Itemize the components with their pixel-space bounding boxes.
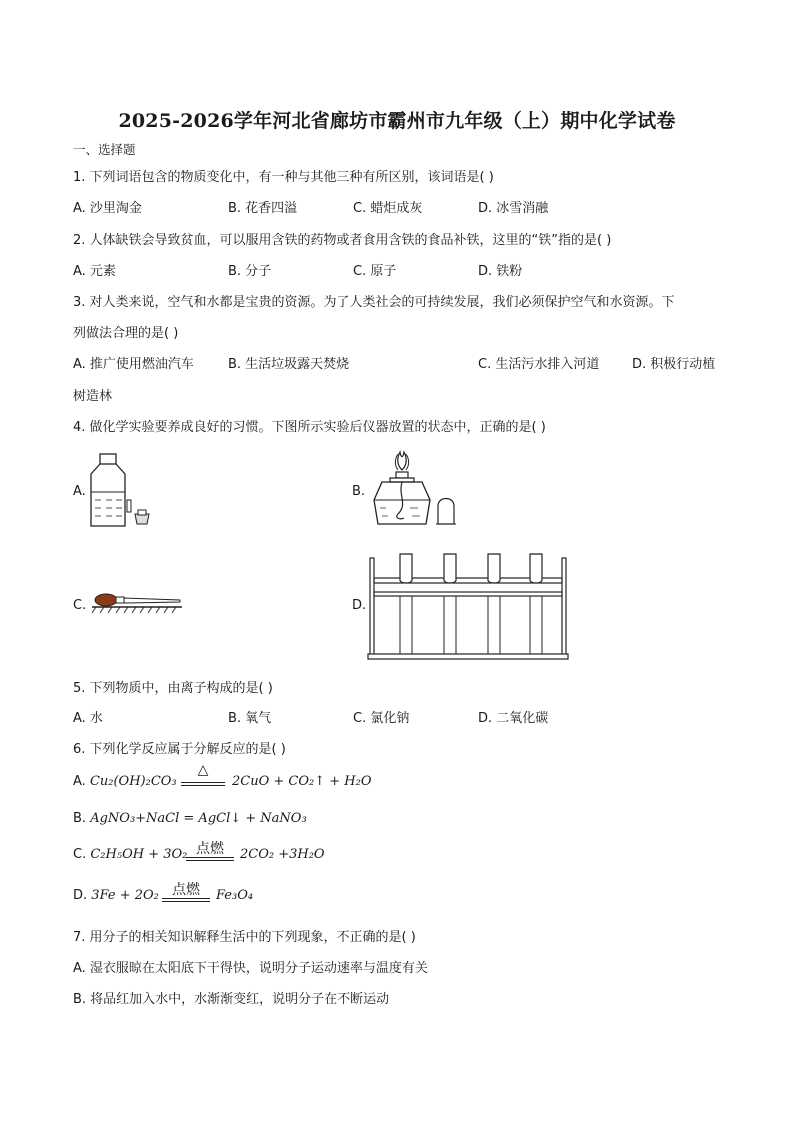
test-tube-rack-figure <box>368 550 573 662</box>
q6-option-d-condition <box>162 879 210 899</box>
q6-option-a-label: A. <box>73 774 86 789</box>
q6-option-a[interactable] <box>73 774 177 789</box>
q6-option-a-reactants: Cu₂(OH)₂CO₃ <box>89 774 177 789</box>
question-3-stem-line2: 列做法合理的是( ) <box>73 326 179 341</box>
q6-option-d-products: Fe₃O₄ <box>216 888 254 903</box>
q6-option-b-equation: AgNO₃+NaCl = AgCl↓ + NaNO₃ <box>90 811 307 826</box>
q6-option-c-condition <box>186 838 234 858</box>
ignite-label: 点燃 <box>196 841 224 857</box>
heat-symbol: △ <box>197 762 209 778</box>
q2-option-d[interactable]: D. 铁粉 <box>478 264 523 279</box>
q6-option-a-products: 2CuO + CO₂↑ + H₂O <box>232 774 372 789</box>
q1-option-b[interactable]: B. 花香四溢 <box>228 201 298 216</box>
q2-option-c[interactable]: C. 原子 <box>353 264 397 279</box>
question-1-stem: 1. 下列词语包含的物质变化中，有一种与其他三种有所区别，该词语是( ) <box>73 170 494 185</box>
q1-option-a[interactable]: A. 沙里淘金 <box>73 201 142 216</box>
q5-option-d[interactable]: D. 二氧化碳 <box>478 711 549 726</box>
q2-option-b[interactable]: B. 分子 <box>228 264 272 279</box>
q6-option-a-condition <box>181 762 225 778</box>
q6-option-c[interactable] <box>73 847 187 862</box>
ignite-label: 点燃 <box>172 882 200 898</box>
section-heading: 一、选择题 <box>73 142 136 157</box>
q3-option-c[interactable]: C. 生活污水排入河道 <box>478 357 600 372</box>
q3-option-d[interactable]: D. 积极行动植 <box>632 357 716 372</box>
q6-option-d[interactable] <box>73 888 159 903</box>
page-title: 2025-2026学年河北省廊坊市霸州市九年级（上）期中化学试卷 <box>118 110 676 132</box>
q6-option-d-label: D. <box>73 888 88 903</box>
q3-option-a[interactable]: A. 推广使用燃油汽车 <box>73 357 194 372</box>
q6-option-d-reactants: 3Fe + 2O₂ <box>91 888 159 903</box>
reagent-bottle-figure <box>88 452 168 532</box>
question-2-stem: 2. 人体缺铁会导致贫血，可以服用含铁的药物或者食用含铁的食品补铁，这里的“铁”指的是( ) <box>73 233 612 248</box>
q6-option-c-products: 2CO₂ +3H₂O <box>240 847 325 862</box>
question-4-stem: 4. 做化学实验要养成良好的习惯。下图所示实验后仪器放置的状态中，正确的是( ) <box>73 420 546 435</box>
q7-option-b[interactable]: B. 将品红加入水中，水渐渐变红，说明分子在不断运动 <box>73 992 390 1007</box>
q6-option-c-label: C. <box>73 847 87 862</box>
question-5-stem: 5. 下列物质中，由离子构成的是( ) <box>73 681 273 696</box>
q5-option-c[interactable]: C. 氯化钠 <box>353 711 410 726</box>
q4-option-c[interactable]: C. <box>73 598 87 613</box>
q4-option-d[interactable]: D. <box>352 598 367 613</box>
q7-option-a[interactable]: A. 湿衣服晾在太阳底下干得快，说明分子运动速率与温度有关 <box>73 961 428 976</box>
q5-option-b[interactable]: B. 氧气 <box>228 711 272 726</box>
dropper-figure <box>90 590 210 620</box>
q2-option-a[interactable]: A. 元素 <box>73 264 116 279</box>
q6-option-b[interactable] <box>73 811 307 826</box>
alcohol-lamp-figure <box>368 448 468 530</box>
q1-option-d[interactable]: D. 冰雪消融 <box>478 201 549 216</box>
q3-option-b[interactable]: B. 生活垃圾露天焚烧 <box>228 357 350 372</box>
q5-option-a[interactable]: A. 水 <box>73 711 103 726</box>
q4-option-b[interactable]: B. <box>352 484 366 499</box>
q4-option-a[interactable]: A. <box>73 484 86 499</box>
q6-option-c-reactants: C₂H₅OH + 3O₂ <box>90 847 188 862</box>
q6-option-b-label: B. <box>73 811 87 826</box>
q3-option-d-wrap: 树造林 <box>73 389 113 404</box>
question-7-stem: 7. 用分子的相关知识解释生活中的下列现象，不正确的是( ) <box>73 930 416 945</box>
question-3-stem-line1: 3. 对人类来说，空气和水都是宝贵的资源。为了人类社会的可持续发展，我们必须保护空气和水资源。下 <box>73 295 675 310</box>
q1-option-c[interactable]: C. 蜡炬成灰 <box>353 201 423 216</box>
question-6-stem: 6. 下列化学反应属于分解反应的是( ) <box>73 742 286 757</box>
